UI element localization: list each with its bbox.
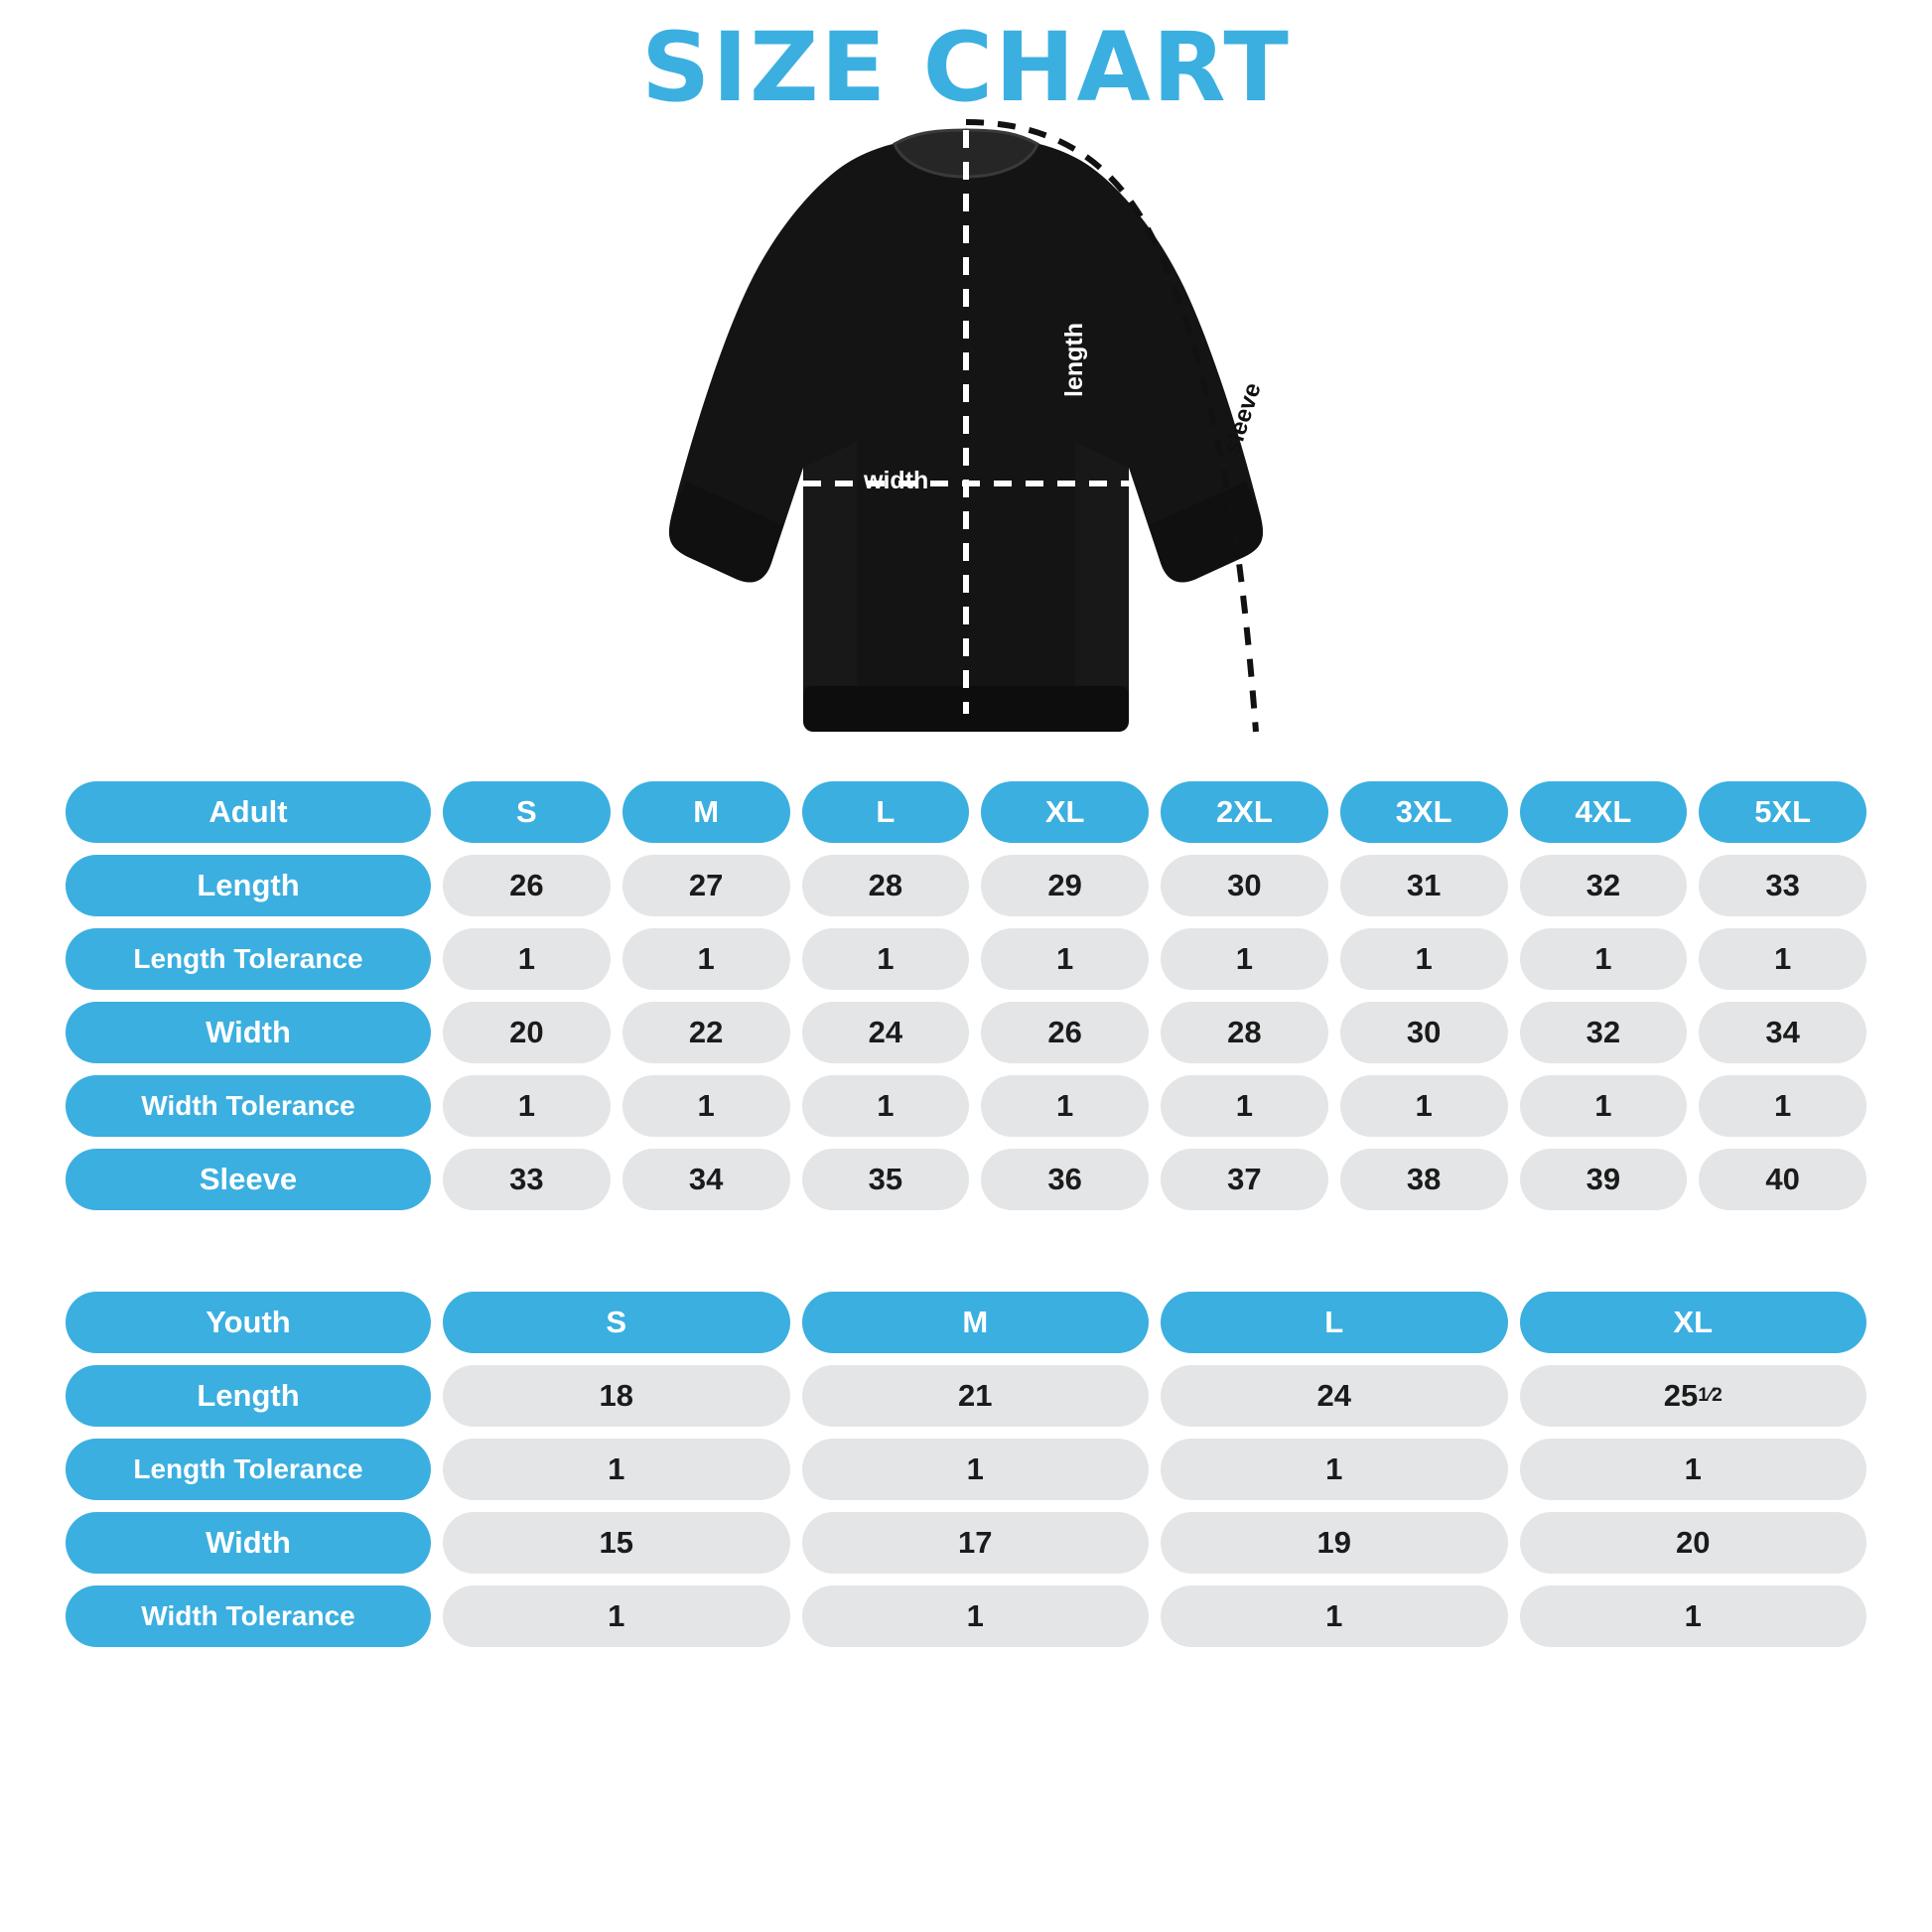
youth-size-header-cell — [1520, 1292, 1867, 1353]
table-cell — [443, 1002, 611, 1063]
table-cell — [802, 1149, 970, 1210]
table-cell — [1699, 1075, 1866, 1137]
adult-length-tol-2xl: 1 — [1161, 928, 1328, 990]
adult-row-label-cell — [66, 1075, 431, 1137]
adult-length-2xl: 30 — [1161, 855, 1328, 916]
adult-sleeve-m: 34 — [622, 1149, 790, 1210]
adult-width-tol-s: 1 — [443, 1075, 611, 1137]
adult-length-m: 27 — [622, 855, 790, 916]
adult-row-label-width: Width — [66, 1002, 431, 1063]
adult-length-tol-5xl: 1 — [1699, 928, 1866, 990]
adult-length-xl: 29 — [981, 855, 1149, 916]
youth-size-xl: XL — [1520, 1292, 1867, 1353]
adult-size-table — [54, 769, 1878, 1222]
adult-size-4xl: 4XL — [1520, 781, 1688, 843]
table-cell — [1161, 1002, 1328, 1063]
adult-width-s: 20 — [443, 1002, 611, 1063]
youth-width-tol-xl: 1 — [1520, 1586, 1867, 1647]
adult-length-tol-m: 1 — [622, 928, 790, 990]
table-cell — [802, 1439, 1150, 1500]
table-cell — [1520, 855, 1688, 916]
table-row — [66, 1365, 1866, 1427]
table-cell — [443, 855, 611, 916]
youth-size-header-cell — [443, 1292, 790, 1353]
table-row — [66, 1075, 1866, 1137]
youth-width-m: 17 — [802, 1512, 1150, 1574]
table-row — [66, 1439, 1866, 1500]
adult-length-tol-3xl: 1 — [1340, 928, 1508, 990]
page-title: SIZE CHART — [641, 12, 1291, 123]
youth-row-label-cell — [66, 1439, 431, 1500]
table-spacer — [54, 1222, 1878, 1280]
table-cell — [443, 928, 611, 990]
adult-width-tol-xl: 1 — [981, 1075, 1149, 1137]
table-cell — [981, 855, 1149, 916]
table-cell — [1520, 1365, 1867, 1427]
table-cell — [622, 855, 790, 916]
table-cell — [1161, 1586, 1508, 1647]
youth-size-s: S — [443, 1292, 790, 1353]
youth-width-l: 19 — [1161, 1512, 1508, 1574]
youth-size-header-cell — [802, 1292, 1150, 1353]
youth-length-tol-m: 1 — [802, 1439, 1150, 1500]
adult-width-tol-4xl: 1 — [1520, 1075, 1688, 1137]
adult-size-header-cell — [1161, 781, 1328, 843]
adult-size-header-cell — [1520, 781, 1688, 843]
table-cell — [1340, 1075, 1508, 1137]
adult-sleeve-5xl: 40 — [1699, 1149, 1866, 1210]
adult-length-tol-s: 1 — [443, 928, 611, 990]
youth-row-label-length: Length — [66, 1365, 431, 1427]
adult-row-label-sleeve: Sleeve — [66, 1149, 431, 1210]
youth-size-m: M — [802, 1292, 1150, 1353]
adult-size-header-cell — [1340, 781, 1508, 843]
table-cell — [622, 928, 790, 990]
adult-sleeve-l: 35 — [802, 1149, 970, 1210]
sweatshirt-graphic — [609, 114, 1323, 769]
table-cell — [802, 1512, 1150, 1574]
adult-width-tol-5xl: 1 — [1699, 1075, 1866, 1137]
adult-size-header-cell — [1699, 781, 1866, 843]
adult-width-2xl: 28 — [1161, 1002, 1328, 1063]
adult-width-4xl: 32 — [1520, 1002, 1688, 1063]
adult-size-xl: XL — [981, 781, 1149, 843]
adult-sleeve-2xl: 37 — [1161, 1149, 1328, 1210]
adult-width-xl: 26 — [981, 1002, 1149, 1063]
youth-width-tol-s: 1 — [443, 1586, 790, 1647]
adult-sleeve-s: 33 — [443, 1149, 611, 1210]
table-cell — [1161, 1149, 1328, 1210]
table-cell — [1520, 1002, 1688, 1063]
youth-width-tol-m: 1 — [802, 1586, 1150, 1647]
table-cell — [1520, 928, 1688, 990]
table-cell — [1340, 1149, 1508, 1210]
youth-row-label-width-tolerance: Width Tolerance — [66, 1586, 431, 1647]
table-row — [66, 1149, 1866, 1210]
adult-size-header-cell — [802, 781, 970, 843]
adult-row-label-cell — [66, 855, 431, 916]
table-cell — [1161, 855, 1328, 916]
table-cell — [1340, 1002, 1508, 1063]
table-cell — [802, 1365, 1150, 1427]
table-cell — [1161, 1075, 1328, 1137]
adult-size-5xl: 5XL — [1699, 781, 1866, 843]
adult-size-l: L — [802, 781, 970, 843]
table-cell — [1340, 855, 1508, 916]
adult-row-label-cell — [66, 1149, 431, 1210]
table-cell — [622, 1149, 790, 1210]
table-cell — [802, 1002, 970, 1063]
adult-width-l: 24 — [802, 1002, 970, 1063]
table-cell — [802, 855, 970, 916]
adult-length-s: 26 — [443, 855, 611, 916]
width-dimension-label: width — [864, 466, 929, 494]
table-cell — [1699, 1002, 1866, 1063]
adult-width-tol-3xl: 1 — [1340, 1075, 1508, 1137]
youth-header-row — [66, 1292, 1866, 1353]
table-cell — [802, 1586, 1150, 1647]
table-cell — [1699, 855, 1866, 916]
adult-row-label-cell — [66, 928, 431, 990]
youth-size-l: L — [1161, 1292, 1508, 1353]
table-cell — [1520, 1439, 1867, 1500]
youth-length-xl: 25 1⁄2 — [1520, 1365, 1867, 1427]
adult-width-3xl: 30 — [1340, 1002, 1508, 1063]
adult-row-label-length: Length — [66, 855, 431, 916]
table-cell — [1340, 928, 1508, 990]
table-cell — [802, 928, 970, 990]
youth-size-header-cell — [1161, 1292, 1508, 1353]
table-cell — [1520, 1075, 1688, 1137]
table-row — [66, 1512, 1866, 1574]
adult-length-tol-4xl: 1 — [1520, 928, 1688, 990]
table-row — [66, 928, 1866, 990]
youth-length-m: 21 — [802, 1365, 1150, 1427]
table-cell — [1161, 928, 1328, 990]
table-cell — [981, 1149, 1149, 1210]
youth-length-tol-l: 1 — [1161, 1439, 1508, 1500]
adult-width-tol-2xl: 1 — [1161, 1075, 1328, 1137]
youth-width-tol-l: 1 — [1161, 1586, 1508, 1647]
adult-width-tol-l: 1 — [802, 1075, 970, 1137]
table-cell — [622, 1075, 790, 1137]
adult-length-3xl: 31 — [1340, 855, 1508, 916]
adult-sleeve-4xl: 39 — [1520, 1149, 1688, 1210]
adult-header-row — [66, 781, 1866, 843]
youth-row-label-cell — [66, 1512, 431, 1574]
adult-row-label-width-tolerance: Width Tolerance — [66, 1075, 431, 1137]
youth-row-label-width: Width — [66, 1512, 431, 1574]
youth-row-label-length-tolerance: Length Tolerance — [66, 1439, 431, 1500]
youth-header-label-cell — [66, 1292, 431, 1353]
table-row — [66, 1002, 1866, 1063]
youth-length-tol-s: 1 — [443, 1439, 790, 1500]
table-cell — [1161, 1512, 1508, 1574]
table-row — [66, 855, 1866, 916]
youth-width-s: 15 — [443, 1512, 790, 1574]
adult-header-label-cell — [66, 781, 431, 843]
size-tables — [0, 769, 1932, 1659]
table-cell — [443, 1439, 790, 1500]
adult-length-tol-l: 1 — [802, 928, 970, 990]
youth-row-label-cell — [66, 1365, 431, 1427]
length-dimension-label: length — [1060, 322, 1088, 397]
adult-size-2xl: 2XL — [1161, 781, 1328, 843]
youth-length-tol-xl: 1 — [1520, 1439, 1867, 1500]
table-cell — [1520, 1149, 1688, 1210]
table-cell — [802, 1075, 970, 1137]
adult-size-m: M — [622, 781, 790, 843]
adult-width-m: 22 — [622, 1002, 790, 1063]
adult-size-s: S — [443, 781, 611, 843]
adult-size-header-cell — [443, 781, 611, 843]
table-cell — [981, 928, 1149, 990]
garment-illustration — [0, 114, 1932, 769]
adult-sleeve-xl: 36 — [981, 1149, 1149, 1210]
adult-sleeve-3xl: 38 — [1340, 1149, 1508, 1210]
table-row — [66, 1586, 1866, 1647]
youth-width-xl: 20 — [1520, 1512, 1867, 1574]
youth-length-s: 18 — [443, 1365, 790, 1427]
table-cell — [1699, 928, 1866, 990]
adult-length-tol-xl: 1 — [981, 928, 1149, 990]
table-cell — [1699, 1149, 1866, 1210]
adult-length-5xl: 33 — [1699, 855, 1866, 916]
table-cell — [443, 1149, 611, 1210]
table-cell — [443, 1365, 790, 1427]
adult-row-label-length-tolerance: Length Tolerance — [66, 928, 431, 990]
table-cell — [443, 1075, 611, 1137]
table-cell — [443, 1512, 790, 1574]
youth-size-table — [54, 1280, 1878, 1659]
table-cell — [981, 1075, 1149, 1137]
table-cell — [981, 1002, 1149, 1063]
table-cell — [1520, 1586, 1867, 1647]
adult-width-tol-m: 1 — [622, 1075, 790, 1137]
adult-size-header-cell — [622, 781, 790, 843]
youth-length-l: 24 — [1161, 1365, 1508, 1427]
sleeve-dimension-label: sleeve — [1218, 379, 1267, 458]
table-cell — [1161, 1439, 1508, 1500]
youth-header-label: Youth — [66, 1292, 431, 1353]
adult-row-label-cell — [66, 1002, 431, 1063]
adult-width-5xl: 34 — [1699, 1002, 1866, 1063]
adult-length-l: 28 — [802, 855, 970, 916]
table-cell — [1161, 1365, 1508, 1427]
adult-size-3xl: 3XL — [1340, 781, 1508, 843]
table-cell — [1520, 1512, 1867, 1574]
adult-length-4xl: 32 — [1520, 855, 1688, 916]
youth-row-label-cell — [66, 1586, 431, 1647]
table-cell — [443, 1586, 790, 1647]
adult-size-header-cell — [981, 781, 1149, 843]
adult-header-label: Adult — [66, 781, 431, 843]
table-cell — [622, 1002, 790, 1063]
